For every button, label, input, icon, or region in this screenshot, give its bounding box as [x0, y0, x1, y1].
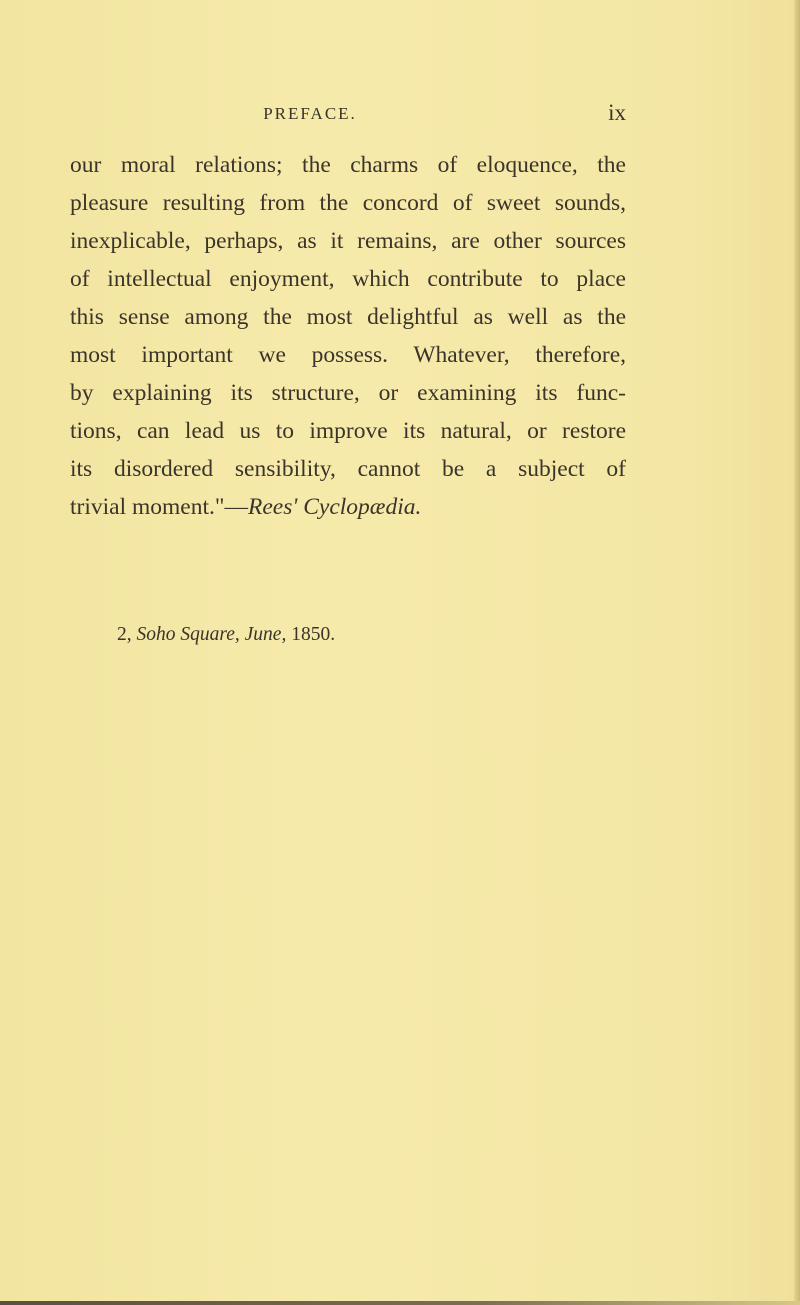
text-line: by explaining its structure, or examining its func- [70, 380, 626, 406]
quote-end: trivial moment."— [70, 494, 248, 520]
running-head [70, 100, 626, 130]
text-line: our moral relations; the charms of eloquence, the [70, 152, 626, 178]
signoff [117, 624, 335, 646]
text-line: pleasure resulting from the concord of sweet sounds, [70, 190, 626, 216]
text-line: of intellectual enjoyment, which contribute to place [70, 266, 626, 292]
text-line: inexplicable, perhaps, as it remains, are other sources [70, 228, 626, 254]
signoff-year: 1850. [286, 624, 336, 645]
signoff-number: 2, [117, 624, 137, 645]
citation-source: Rees' Cyclopædia. [247, 494, 422, 520]
text-line: its disordered sensibility, cannot be a subject of [70, 456, 626, 482]
running-head-title: PREFACE. [263, 104, 357, 123]
page-edge-right [794, 0, 800, 1305]
text-line: this sense among the most delightful as well as the [70, 304, 626, 330]
page-edge-bottom [0, 1301, 800, 1305]
body-paragraph [70, 146, 626, 526]
text-line-final [70, 488, 626, 526]
text-line: most important we possess. Whatever, therefore, [70, 342, 626, 368]
text-line: tions, can lead us to improve its natural, or restore [70, 418, 626, 444]
signoff-place: Soho Square, June, [136, 624, 287, 645]
page-number: ix [608, 100, 626, 125]
